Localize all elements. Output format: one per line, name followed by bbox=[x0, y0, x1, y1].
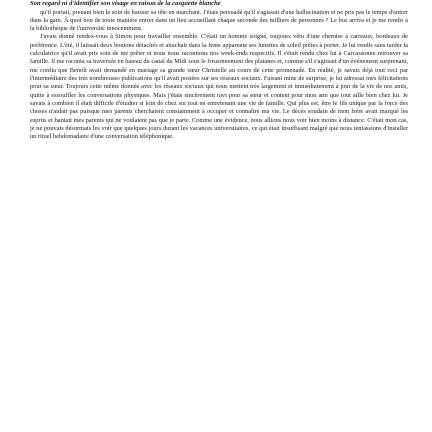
page-header-line: Son regard ni d'identifier son visage en raison de la casquette blanche bbox=[30, 0, 221, 7]
paragraph-2: J'avais donné rendez-vous à Simon pour travailler ensemble. C'était un homme soigné, toujours vêtu d'une chemise à carreaux, bordeaux de préférence. L'été, il laissait deux boutons détachés et attachait dans la fente apparente ses lunettes de soleil prêtes à porter. Je lui rendis sans tarder la calculatrice qu'il avait pris soin de me prêter et nous nous racontions nos week-ends respectifs. Il s'était rendu chez lui à Carcassonne retrouver sa famille. Il me raconta sa traversée en bateau du canal du Midi sous le frissonnement des platanes et, comme s'il s'agissait d'un événement surprenant, me confia que Benoît avait demandé en mariage sa grande sœur Christelle au cours de cette promenade. En réalité, je savais déjà tout ceci par l'intermédiaire des très nombreuses publications qu'il avait postées sur ses réseaux sociaux. Faisant mine de surprise, je lui adressai mes félicitations pour sa sœur. Toujours cette même donnée avec les réseaux sociaux qui nous mettent très largement et immédiatement à jour de la vie de nos amis, quitte à essouffler les conversations physiques. Mais j'étais sincèrement ravi pour sa sœur et content pour mon ami que tout aille bien chez lui. Je savais à combien il était difficile d'étudier si loin de chez soi tout en entretenant une vie de famille. Qui plus est, être le fils unique par la force des choses n'aidait pas puisque mes parents cherchaient constamment à occuper et connaître ma vie. Le décès soudain de mon frère avait marqué les esprits et hantait mes parents qui ne voulaient pas que je parte. Comme une évidence, nous allions nous voir bien moins à distance. C'était mon cas, je ne pouvais désormais les voir que quelques jours durant les vacances universitaires, ce qui était insuffisant malgré que nous tentassions d'installer un rituel hebdomadaire d'une conversation téléphonique. bbox=[30, 33, 408, 141]
paragraph-1: qu'il portait, prenant bien le soin de baisser sa tête en marchant. J'étais persuadé qu'il s'agissait d'une hallucination et ne pris pas le temps d'entrer dans la gare. À quoi bon de toute manière entrer dans un lieu accueillant chaque seconde des milliers de personnes ? Le bus arriva et je me rendis à la bibliothèque de l'université innocemment. bbox=[30, 8, 408, 33]
book-page bbox=[30, 0, 408, 432]
